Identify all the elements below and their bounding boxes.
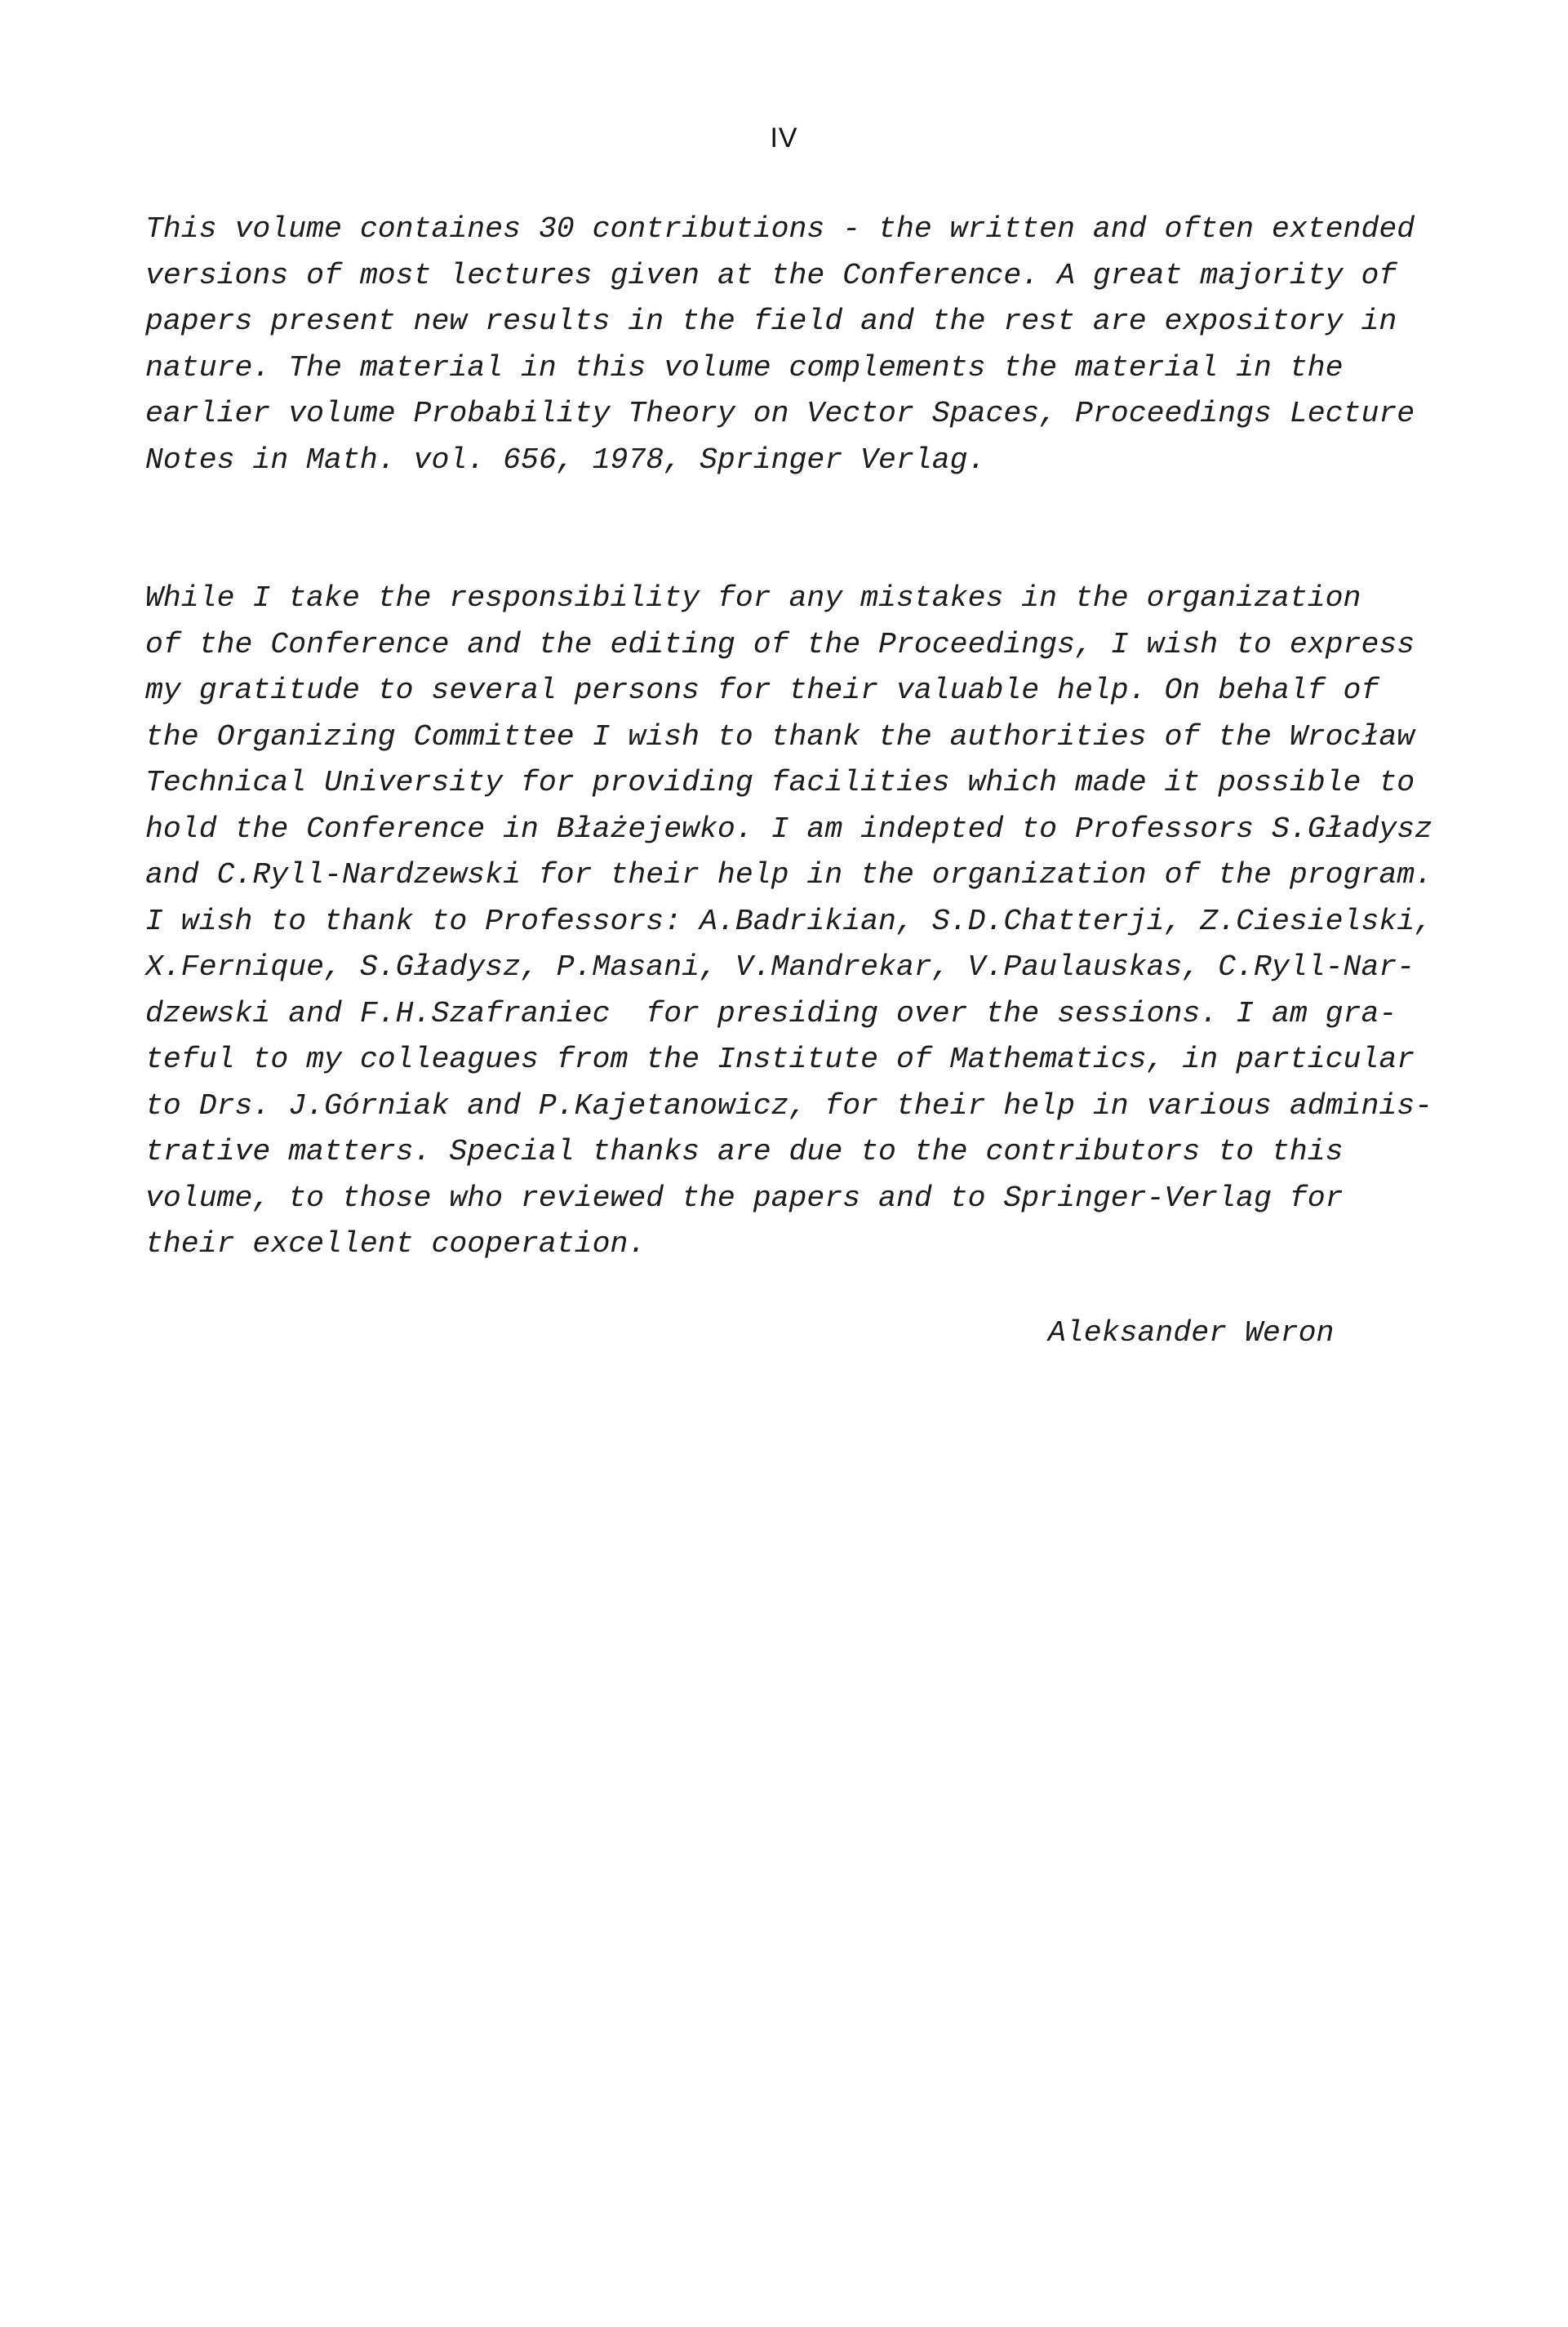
text-line: my gratitude to several persons for their valuable help. On behalf of bbox=[145, 674, 1379, 707]
text-line: Technical University for providing facilities which made it possible to bbox=[145, 766, 1415, 799]
paragraph-contributions bbox=[145, 207, 1484, 483]
text-line: papers present new results in the field and the rest are expository in bbox=[145, 305, 1397, 338]
text-line: the Organizing Committee I wish to thank the authorities of the Wrocław bbox=[145, 719, 1415, 754]
text-line: X.Fernique, S.Gładysz, P.Masani, V.Mandrekar, V.Paulauskas, C.Ryll-Nar- bbox=[145, 950, 1415, 984]
text-line: versions of most lectures given at the Conference. A great majority of bbox=[145, 258, 1397, 292]
text-line: While I take the responsibility for any mistakes in the organization bbox=[145, 581, 1361, 615]
text-line: This volume containes 30 contributions - the written and often extended bbox=[145, 212, 1415, 246]
page-number: IV bbox=[770, 122, 798, 154]
text-line: trative matters. Special thanks are due to the contributors to this bbox=[145, 1135, 1344, 1168]
text-line: hold the Conference in Błażejewko. I am indepted to Professors S.Gładysz bbox=[145, 812, 1433, 846]
text-line: of the Conference and the editing of the Proceedings, I wish to express bbox=[145, 627, 1415, 661]
text-line: their excellent cooperation. bbox=[145, 1227, 646, 1261]
text-line: to Drs. J.Górniak and P.Kajetanowicz, for their help in various adminis- bbox=[145, 1088, 1433, 1123]
text-line: dzewski and F.H.Szafraniec for presiding over the sessions. I am gra- bbox=[145, 996, 1397, 1030]
text-line: volume, to those who reviewed the papers and to Springer-Verlag for bbox=[145, 1181, 1344, 1215]
text-line: earlier volume Probability Theory on Vector Spaces, Proceedings Lecture bbox=[145, 397, 1415, 430]
text-line: teful to my colleagues from the Institute of Mathematics, in particular bbox=[145, 1043, 1415, 1076]
paragraph-acknowledgements bbox=[145, 576, 1484, 1268]
text-line: and C.Ryll-Nardzewski for their help in the organization of the program. bbox=[145, 858, 1433, 892]
author-signature: Aleksander Weron bbox=[1048, 1316, 1335, 1350]
text-line: Notes in Math. vol. 656, 1978, Springer Verlag. bbox=[145, 443, 986, 477]
text-line: I wish to thank to Professors: A.Badrikian, S.D.Chatterji, Z.Ciesielski, bbox=[145, 904, 1433, 938]
text-line: nature. The material in this volume complements the material in the bbox=[145, 350, 1344, 385]
